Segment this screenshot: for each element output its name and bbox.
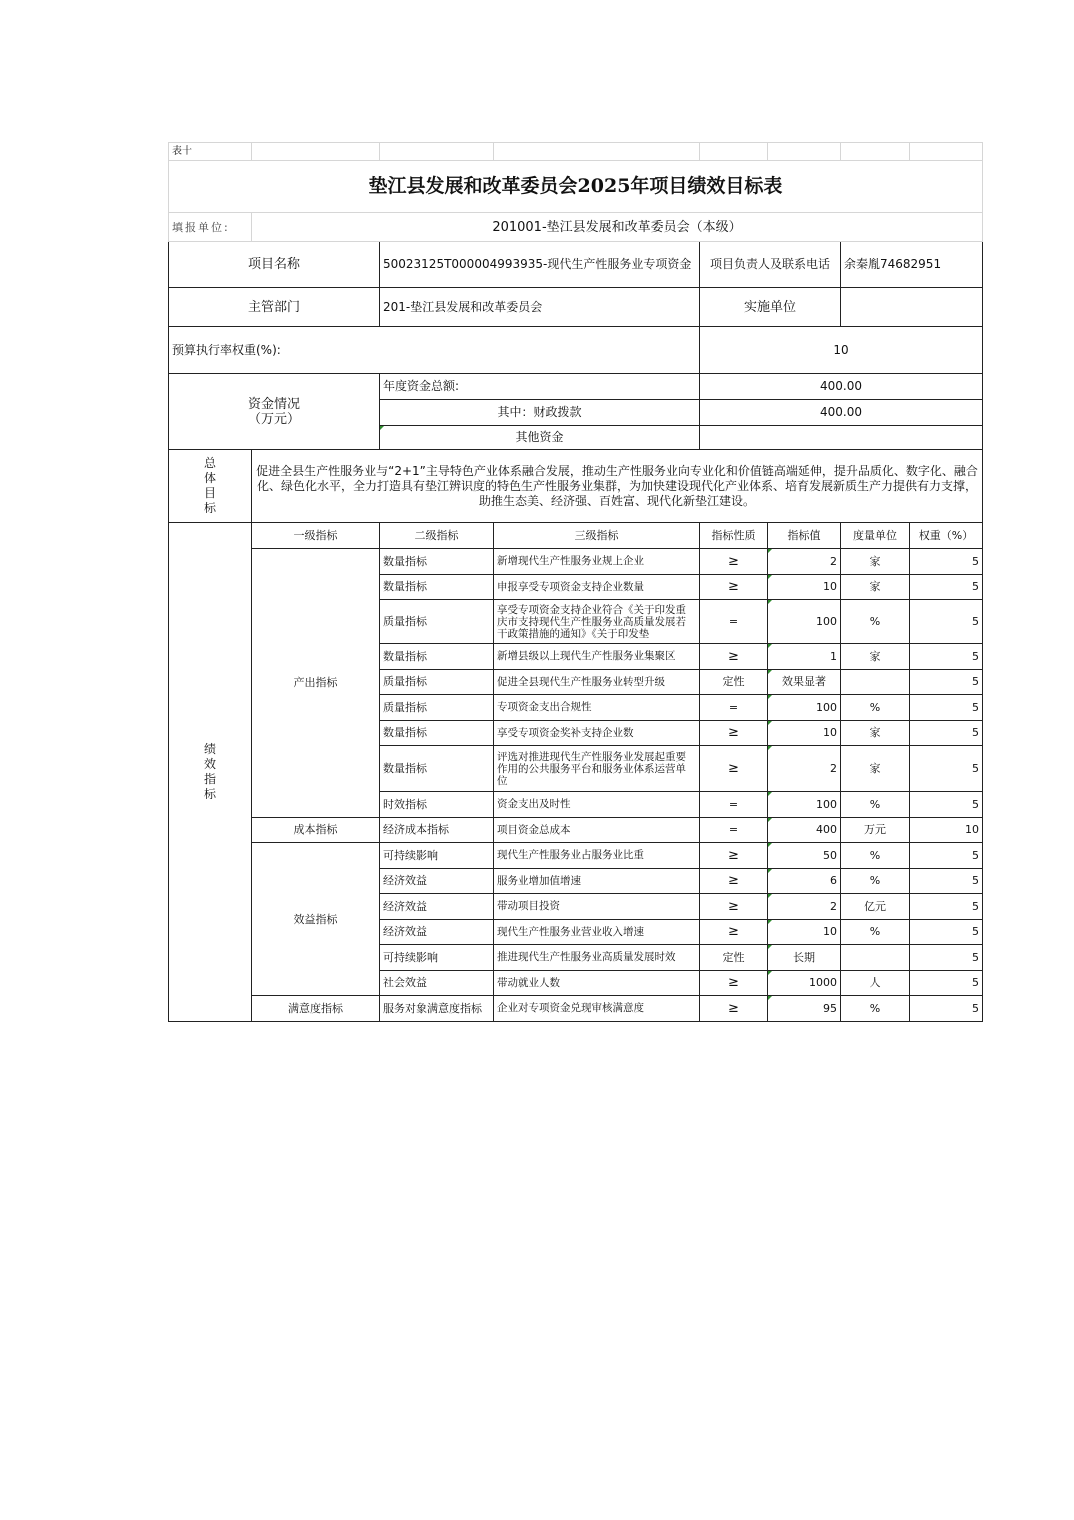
indicator-nature: 定性 — [700, 945, 768, 971]
indicator-nature: = — [700, 792, 768, 818]
weight-percent: 5 — [910, 644, 983, 670]
column-header: 度量单位 — [841, 523, 910, 549]
level3-indicator: 享受专项资金奖补支持企业数 — [494, 720, 700, 746]
indicator-value: 1 — [768, 644, 841, 670]
indicator-value: 10 — [768, 919, 841, 945]
indicator-nature: ≥ — [700, 919, 768, 945]
level2-indicator: 时效指标 — [380, 792, 494, 818]
level3-indicator: 带动就业人数 — [494, 970, 700, 996]
indicator-nature: ≥ — [700, 549, 768, 575]
filler-label: 填报单位: — [169, 213, 252, 242]
funds-fiscal-value: 400.00 — [700, 400, 983, 426]
goal-label-cell — [169, 450, 252, 523]
funds-other-label: 其他资金 — [380, 426, 700, 450]
indicators-label-cell — [169, 523, 252, 1022]
indicator-value: 2 — [768, 746, 841, 792]
level3-indicator: 现代生产性服务业营业收入增速 — [494, 919, 700, 945]
column-header: 一级指标 — [252, 523, 380, 549]
weight-percent: 5 — [910, 970, 983, 996]
project-name-value: 50023125T000004993935-现代生产性服务业专项资金 — [380, 242, 700, 288]
indicator-value: 100 — [768, 695, 841, 721]
indicator-value: 2 — [768, 894, 841, 920]
funds-total-value: 400.00 — [700, 374, 983, 400]
level3-indicator: 服务业增加值增速 — [494, 868, 700, 894]
funds-fiscal-label: 其中：财政拨款 — [380, 400, 700, 426]
weight-percent: 5 — [910, 574, 983, 600]
weight-percent: 5 — [910, 919, 983, 945]
indicator-value: 95 — [768, 996, 841, 1022]
weight-percent: 5 — [910, 945, 983, 971]
indicator-value: 50 — [768, 843, 841, 869]
level3-indicator: 项目资金总成本 — [494, 817, 700, 843]
indicator-value: 1000 — [768, 970, 841, 996]
level1-indicator: 效益指标 — [252, 843, 380, 996]
indicator-nature: ≥ — [700, 970, 768, 996]
level3-indicator: 新增现代生产性服务业规上企业 — [494, 549, 700, 575]
level3-indicator: 专项资金支出合规性 — [494, 695, 700, 721]
indicators-label: 绩效指标 — [204, 741, 217, 801]
column-header: 指标性质 — [700, 523, 768, 549]
dept-value: 201-垫江县发展和改革委员会 — [380, 288, 700, 327]
indicator-nature: ≥ — [700, 843, 768, 869]
measure-unit: 家 — [841, 549, 910, 575]
measure-unit — [841, 669, 910, 695]
level2-indicator: 数量指标 — [380, 746, 494, 792]
budget-weight-value: 10 — [700, 327, 983, 374]
contact-label: 项目负责人及联系电话 — [700, 242, 841, 288]
level3-indicator: 带动项目投资 — [494, 894, 700, 920]
measure-unit: 人 — [841, 970, 910, 996]
level2-indicator: 数量指标 — [380, 644, 494, 670]
level2-indicator: 可持续影响 — [380, 945, 494, 971]
column-header: 权重（%） — [910, 523, 983, 549]
indicator-value: 10 — [768, 574, 841, 600]
goal-label: 总体目标 — [204, 456, 217, 515]
level2-indicator: 经济成本指标 — [380, 817, 494, 843]
level3-indicator: 评选对推进现代生产性服务业发展起重要作用的公共服务平台和服务业体系运营单位 — [494, 746, 700, 792]
indicator-value: 100 — [768, 600, 841, 644]
level2-indicator: 服务对象满意度指标 — [380, 996, 494, 1022]
weight-percent: 5 — [910, 549, 983, 575]
indicator-nature: ≥ — [700, 720, 768, 746]
indicator-nature: = — [700, 695, 768, 721]
indicator-nature: = — [700, 600, 768, 644]
measure-unit: 亿元 — [841, 894, 910, 920]
level2-indicator: 数量指标 — [380, 549, 494, 575]
level1-indicator: 满意度指标 — [252, 996, 380, 1022]
indicator-row — [169, 843, 983, 869]
level3-indicator: 现代生产性服务业占服务业比重 — [494, 843, 700, 869]
measure-unit: 家 — [841, 746, 910, 792]
page-title: 垫江县发展和改革委员会2025年项目绩效目标表 — [169, 161, 983, 213]
level2-indicator: 数量指标 — [380, 574, 494, 600]
column-header: 二级指标 — [380, 523, 494, 549]
weight-percent: 5 — [910, 792, 983, 818]
indicator-value: 100 — [768, 792, 841, 818]
goal-text: 促进全县生产性服务业与“2+1”主导特色产业体系融合发展，推动生产性服务业向专业化和价值链高端延伸，提升品质化、数字化、融合化、绿色化水平，全力打造具有垫江辨识度的特色生产性服务业集群，为加快建设现代化产业体系、培育发展新质生产力提供有力支撑，助推生态美、经济强、百姓富、现代化新垫江建设。 — [252, 450, 983, 523]
indicator-row — [169, 817, 983, 843]
indicator-nature: ≥ — [700, 746, 768, 792]
indicator-nature: ≥ — [700, 644, 768, 670]
impl-unit-label: 实施单位 — [700, 288, 841, 327]
sheet-tag: 表十 — [169, 143, 252, 161]
indicator-nature: ≥ — [700, 996, 768, 1022]
weight-percent: 10 — [910, 817, 983, 843]
measure-unit: % — [841, 695, 910, 721]
measure-unit — [841, 945, 910, 971]
level2-indicator: 社会效益 — [380, 970, 494, 996]
measure-unit: % — [841, 600, 910, 644]
level2-indicator: 经济效益 — [380, 868, 494, 894]
level3-indicator: 资金支出及时性 — [494, 792, 700, 818]
indicator-row — [169, 996, 983, 1022]
weight-percent: 5 — [910, 600, 983, 644]
level3-indicator: 促进全县现代生产性服务业转型升级 — [494, 669, 700, 695]
level2-indicator: 质量指标 — [380, 669, 494, 695]
indicator-row — [169, 549, 983, 575]
indicator-nature: ≥ — [700, 894, 768, 920]
level3-indicator: 推进现代生产性服务业高质量发展时效 — [494, 945, 700, 971]
impl-unit-value — [841, 288, 983, 327]
level3-indicator: 申报享受专项资金支持企业数量 — [494, 574, 700, 600]
weight-percent: 5 — [910, 695, 983, 721]
indicator-value: 10 — [768, 720, 841, 746]
weight-percent: 5 — [910, 746, 983, 792]
funds-label: 资金情况 （万元） — [169, 374, 380, 450]
measure-unit: % — [841, 919, 910, 945]
measure-unit: 万元 — [841, 817, 910, 843]
level2-indicator: 质量指标 — [380, 695, 494, 721]
level3-indicator: 享受专项资金支持企业符合《关于印发重庆市支持现代生产性服务业高质量发展若干政策措施的通知》《关于印发垫 — [494, 600, 700, 644]
indicator-nature: ≥ — [700, 574, 768, 600]
weight-percent: 5 — [910, 720, 983, 746]
performance-target-sheet — [168, 142, 982, 1022]
weight-percent: 5 — [910, 843, 983, 869]
weight-percent: 5 — [910, 996, 983, 1022]
measure-unit: % — [841, 792, 910, 818]
dept-label: 主管部门 — [169, 288, 380, 327]
measure-unit: % — [841, 843, 910, 869]
measure-unit: 家 — [841, 574, 910, 600]
indicator-value: 长期 — [768, 945, 841, 971]
filler-unit: 201001-垫江县发展和改革委员会（本级） — [252, 213, 983, 242]
column-header: 三级指标 — [494, 523, 700, 549]
level1-indicator: 成本指标 — [252, 817, 380, 843]
level2-indicator: 可持续影响 — [380, 843, 494, 869]
weight-percent: 5 — [910, 669, 983, 695]
level2-indicator: 数量指标 — [380, 720, 494, 746]
measure-unit: 家 — [841, 720, 910, 746]
indicator-nature: 定性 — [700, 669, 768, 695]
contact-value: 余秦胤74682951 — [841, 242, 983, 288]
funds-total-label: 年度资金总额: — [380, 374, 700, 400]
measure-unit: 家 — [841, 644, 910, 670]
indicator-nature: ≥ — [700, 868, 768, 894]
indicator-value: 6 — [768, 868, 841, 894]
budget-weight-label: 预算执行率权重(%): — [169, 327, 700, 374]
weight-percent: 5 — [910, 868, 983, 894]
indicator-value: 400 — [768, 817, 841, 843]
level2-indicator: 经济效益 — [380, 894, 494, 920]
indicator-value: 2 — [768, 549, 841, 575]
level1-indicator: 产出指标 — [252, 549, 380, 818]
level2-indicator: 质量指标 — [380, 600, 494, 644]
performance-table — [168, 142, 983, 1022]
indicator-nature: = — [700, 817, 768, 843]
level3-indicator: 新增县级以上现代生产性服务业集聚区 — [494, 644, 700, 670]
funds-other-value — [700, 426, 983, 450]
indicator-value: 效果显著 — [768, 669, 841, 695]
weight-percent: 5 — [910, 894, 983, 920]
column-header: 指标值 — [768, 523, 841, 549]
level2-indicator: 经济效益 — [380, 919, 494, 945]
level3-indicator: 企业对专项资金兑现审核满意度 — [494, 996, 700, 1022]
measure-unit: % — [841, 868, 910, 894]
measure-unit: % — [841, 996, 910, 1022]
project-name-label: 项目名称 — [169, 242, 380, 288]
